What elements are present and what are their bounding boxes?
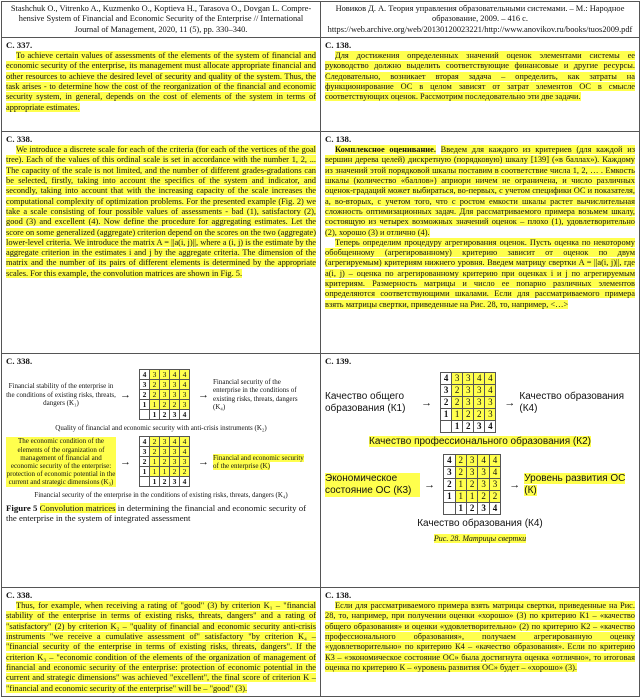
- paragraph: Теперь определим процедуру агрегирования оценок. Пусть оценка по некоторому обобщенному (агрегированному) критерию зависит от оценок по двум (агрегируемым) критериям нижнего уровня. Введем матрицу свертки A = ||a(i, j)||, где a(i, j) – оценка по агрегированному критерию при оценках i и j по агрегируемым критериям. Размерность матрицы и число ее попарно различных элементов определяются соответствующими шкалами. Если для рассматриваемого примера взять матрицы свертки, приведенные на Рис. 28, то, например, <…>: [325, 237, 635, 309]
- matrix-cell: [444, 503, 455, 515]
- arrow-right-icon: →: [421, 396, 433, 409]
- arrow-right-icon: →: [198, 388, 209, 401]
- source-left: Stashchuk O., Vitrenko A., Kuzmenko O., Koptieva H., Tarasova O., Dovgan L. Compre-hensive System of Financial and Economic Security of the Enterprise // International Journal of Management, 2020, 11 (5), pp. 330–340.: [2, 2, 321, 38]
- matrix-cell: 4: [478, 455, 489, 467]
- table-row: [2, 353, 640, 587]
- matrix-cell: 3: [478, 479, 489, 491]
- matrix-cell: 3: [478, 467, 489, 479]
- matrix-cell: 2: [452, 385, 463, 397]
- page-ref: С. 338.: [6, 589, 33, 600]
- matrix-cell: 2: [140, 390, 150, 400]
- matrix-cell: 2: [463, 421, 474, 433]
- matrix-row: [444, 503, 501, 515]
- matrix-cell: 3: [150, 370, 160, 380]
- paragraph: Комплексное оценивание. Введем для каждого из критериев (для каждой из вершин дерева целей) дискретную (порядковую) шкалу [139] («в баллах»). Каждому из значений этой порядковой шкалы поставим в соответствие числа 1, 2, … . Емкость шкалы (количество «баллов») априори ничем не ограничена, и число различных оценок-градаций может выбираться, во-первых, с учетом специфики ОС и показателя, а, во-вторых, с учетом того, что с ростом емкости шкалы растет вычислительная сложность оптимизационных задач. Для рассматриваемого примера возьмем шкалу, состоящую из четырех возможных значений оценок – плохо (1), удовлетворительно (2), хорошо (3) и отлично (4).: [325, 145, 636, 237]
- matrix-cell: 1: [444, 491, 455, 503]
- figure-caption: Рис. 28. Матрицы свертки: [433, 534, 527, 544]
- matrix-cell: 4: [474, 373, 485, 385]
- page-ref: С. 138.: [325, 133, 352, 144]
- matrix-cell: 3: [180, 457, 190, 467]
- output-label: Financial security of the enterprise in the conditions of existing risks, threats, dangers (K₄): [213, 378, 298, 411]
- right-cell: [321, 587, 640, 696]
- matrix-cell: 3: [170, 477, 180, 487]
- matrix-cell: 4: [180, 437, 190, 447]
- matrix-cell: 2: [150, 447, 160, 457]
- bottom-label: Quality of financial and economic security with anti-crisis instruments (K₂): [55, 424, 267, 433]
- matrix-cell: 2: [180, 467, 190, 477]
- matrix-cell: 3: [485, 409, 496, 421]
- figure-caption: Figure 5 Convolution matrices in determining the financial and economic security of the enterprise in the system of integrated assessment: [6, 502, 307, 523]
- page-ref: С. 338.: [6, 355, 33, 366]
- paragraph: Для достижения определенных значений оценок элементами системы ее руководство должно выделить соответствующие финансовые и другие ресурсы. Следовательно, возникает вторая задача – определить, как затраты на функционирование ОС в целом зависят от затрат элементов ОС в смысле соответствующих оценок. Рассмотрим последовательно эти две задачи.: [325, 51, 635, 102]
- matrix-cell: 4: [485, 385, 496, 397]
- matrix-cell: 2: [150, 390, 160, 400]
- matrix-cell: 3: [474, 397, 485, 409]
- matrix-cell: 2: [444, 479, 455, 491]
- input-label: The economic condition of the elements of the organization of management of financial and economic security of the enterprise: protection of economic potential in the current and strategic dimensions (K₃): [6, 437, 116, 487]
- matrix-cell: 3: [170, 380, 180, 390]
- page-ref: С. 138.: [325, 39, 352, 50]
- matrix-row: [140, 447, 190, 457]
- matrix-row: [140, 477, 190, 487]
- arrow-right-icon: →: [509, 478, 521, 491]
- matrix-row: [441, 373, 496, 385]
- matrix-cell: 1: [140, 400, 150, 410]
- figure-block: [325, 372, 635, 433]
- matrix-cell: 3: [160, 390, 170, 400]
- input-label: Экономическое состояние ОС (К3): [325, 473, 420, 497]
- paragraph: Thus, for example, when receiving a rating of "good" (3) by criterion K₁ – "financial stability of the enterprise in terms of existing risks, threats, dangers" and a rating of "satisfactory" (2) by criterion K₂ – "quality of financial and economic security anti-crisis instruments "we receive a cumulative assessment of" satisfactory "by criterion K₄ – "financial security of the enterprise in terms of existing risks, threats, dangers". If the criterion K₃ – "economic condition of the elements of the organization of management of financial and economic security of the enterprise: protection of economic potential in the current and strategic dimensions" was achieved "excellent", the final score of criterion K – "financial and economic security of the enterprise" will be – "good" (3).: [6, 601, 316, 693]
- matrix-cell: [140, 477, 150, 487]
- left-cell: [2, 131, 321, 353]
- matrix-row: [441, 409, 496, 421]
- figure-block: [6, 369, 316, 420]
- matrix-cell: 3: [452, 373, 463, 385]
- matrix-cell: 2: [160, 477, 170, 487]
- matrix-cell: 3: [160, 370, 170, 380]
- left-cell: [2, 37, 321, 131]
- paragraph: Если для рассматриваемого примера взять матрицы свертки, приведенные на Рис. 28, то, например, при получении оценки «хорошо» (3) по критерию К1 – «качество общего образования» и оценки «удовлетворительно» (2) по критерию К2 – «качество профессионального образования», получаем агрегированную оценку «удовлетворительно» по критерию К4 – «качество образования». Если по критерию К3 – «экономическое состояние ОС» была достигнута оценка «отлично», то итоговая оценка по критерию К – «уровень развития ОС» будет – «хорошо» (3).: [325, 601, 635, 672]
- matrix-cell: 2: [170, 467, 180, 477]
- matrix-row: [140, 380, 190, 390]
- matrix-cell: 3: [180, 400, 190, 410]
- matrix-cell: 4: [444, 455, 455, 467]
- table-row: [2, 37, 640, 131]
- matrix-cell: 1: [466, 491, 477, 503]
- matrix-cell: 2: [160, 400, 170, 410]
- matrix-row: [441, 385, 496, 397]
- matrix-cell: 1: [160, 467, 170, 477]
- matrix-cell: 2: [160, 410, 170, 420]
- matrix-cell: 4: [489, 503, 500, 515]
- matrix-cell: 2: [466, 479, 477, 491]
- input-label: Financial stability of the enterprise in the conditions of existing risks, threats, dangers (K₁): [6, 382, 116, 407]
- matrix-cell: 1: [455, 479, 466, 491]
- matrix-cell: 2: [455, 455, 466, 467]
- right-cell: [321, 37, 640, 131]
- matrix-cell: 3: [160, 380, 170, 390]
- matrix-row: [140, 457, 190, 467]
- matrix-cell: 4: [485, 373, 496, 385]
- matrix-cell: 3: [463, 373, 474, 385]
- comparison-table: [1, 1, 640, 697]
- matrix-cell: 2: [170, 400, 180, 410]
- matrix-cell: 4: [180, 410, 190, 420]
- matrix-cell: 3: [160, 447, 170, 457]
- matrix-cell: 2: [489, 491, 500, 503]
- matrix-cell: 4: [180, 477, 190, 487]
- matrix-cell: 3: [444, 467, 455, 479]
- matrix-row: [441, 397, 496, 409]
- matrix-cell: 2: [160, 457, 170, 467]
- matrix-cell: 2: [452, 397, 463, 409]
- right-cell: [321, 131, 640, 353]
- page-ref: С. 139.: [325, 355, 352, 366]
- matrix-row: [441, 421, 496, 433]
- matrix-cell: 4: [180, 370, 190, 380]
- matrix-cell: [441, 421, 452, 433]
- matrix-row: [140, 390, 190, 400]
- matrix-cell: 2: [466, 503, 477, 515]
- matrix-cell: 4: [485, 421, 496, 433]
- matrix-cell: 2: [150, 437, 160, 447]
- matrix-cell: 2: [455, 467, 466, 479]
- matrix-cell: 3: [474, 421, 485, 433]
- left-cell: [2, 353, 321, 587]
- figure-block: [6, 436, 316, 487]
- output-label: Качество образования (К4): [519, 390, 625, 414]
- page-ref: С. 138.: [325, 589, 352, 600]
- matrix-cell: 3: [170, 410, 180, 420]
- matrix-cell: 1: [455, 503, 466, 515]
- matrix-cell: 1: [452, 409, 463, 421]
- matrix-row: [140, 410, 190, 420]
- matrix-row: [140, 400, 190, 410]
- bottom-label: Качество профессионального образования (К2): [369, 436, 591, 448]
- bottom-label: Financial security of the enterprise in the conditions of existing risks, threats, dangers (K₄): [34, 491, 288, 500]
- paragraph: We introduce a discrete scale for each of the criteria (for each of the vertices of the goal tree). Each of the values of this ordinal scale is set in accordance with the number 1, 2, ... The capacity of the scale is not limited, and the number of different grades-gradations can be selected, firstly, taking into account the specifics of the system and indicator, and secondly, taking into account that with the increasing capacity of the scale increases the computational complexity of optimization problems. For the presented example (Fig. 2) we take a scale consisting of four possible values of assessments - bad (1), satisfactory (2), good (3) and excellent (4). Now define the procedure for aggregating estimates. Let the score on some generalized (aggregate) criterion depend on the scores on the two (aggregate) lower-level criteria. We introduce the matrix A = ||a(i, j)||, where a (i, j) is the estimate by the aggregate criterion in the estimates i and j by the aggregate criteria. The dimension of the matrix and the number of its pairs of different elements is determined by the appropriate scales. For this example, the convolution matrices are shown in Fig. 5.: [6, 145, 316, 278]
- matrix-cell: 3: [466, 467, 477, 479]
- matrix-cell: 3: [463, 385, 474, 397]
- matrix-cell: 3: [160, 437, 170, 447]
- matrix-cell: 4: [140, 370, 150, 380]
- matrix-cell: 3: [140, 380, 150, 390]
- bottom-label: Качество образования (К4): [417, 518, 543, 530]
- matrix-row: [140, 370, 190, 380]
- matrix-cell: 4: [489, 467, 500, 479]
- matrix-cell: 4: [140, 437, 150, 447]
- arrow-right-icon: →: [120, 455, 131, 468]
- matrix-row: [444, 491, 501, 503]
- matrix-cell: 1: [150, 400, 160, 410]
- matrix-cell: 3: [489, 479, 500, 491]
- matrix-cell: 2: [441, 397, 452, 409]
- convolution-matrix: [139, 436, 190, 487]
- convolution-matrix: [139, 369, 190, 420]
- matrix-cell: 3: [170, 457, 180, 467]
- output-label: Уровень развития ОС (К): [524, 472, 626, 496]
- output-label: Financial and economic security of the enterprise (K): [213, 453, 304, 470]
- page-ref: С. 337.: [6, 39, 33, 50]
- matrix-cell: 1: [150, 457, 160, 467]
- matrix-cell: 1: [150, 467, 160, 477]
- figure-block: [325, 454, 635, 515]
- matrix-cell: 4: [180, 380, 190, 390]
- header-row: [2, 2, 640, 38]
- matrix-cell: 1: [455, 491, 466, 503]
- matrix-cell: 1: [441, 409, 452, 421]
- matrix-cell: 3: [474, 385, 485, 397]
- matrix-cell: 3: [463, 397, 474, 409]
- arrow-right-icon: →: [424, 478, 436, 491]
- matrix-cell: 4: [180, 447, 190, 457]
- matrix-cell: 2: [463, 409, 474, 421]
- matrix-cell: 1: [150, 410, 160, 420]
- source-right: Новиков Д. А. Теория управления образовательными системами. – М.: Народное образование, 2009. – 416 с. https://web.archive.org/web/20130120023221/http://www.anovikov.ru/books/tuos2009.pdf: [321, 2, 640, 38]
- arrow-right-icon: →: [504, 396, 516, 409]
- matrix-cell: 2: [478, 491, 489, 503]
- matrix-row: [444, 467, 501, 479]
- matrix-cell: 3: [441, 385, 452, 397]
- arrow-right-icon: →: [198, 455, 209, 468]
- matrix-cell: [140, 410, 150, 420]
- matrix-row: [140, 467, 190, 477]
- matrix-cell: 3: [170, 447, 180, 457]
- paragraph: To achieve certain values of assessments of the elements of the system of financial and economic security of the enterprise, its management must allocate appropriate financial and other resources to achieve the desired level of security and quality of the system. Thus, the task arises - to determine how the cost of the reorganization of the financial and economic security system, in general, depends on the cost of elements of the system in terms of appropriate estimates.: [6, 51, 316, 112]
- matrix-cell: 3: [180, 390, 190, 400]
- table-row: [2, 131, 640, 353]
- matrix-cell: 1: [150, 477, 160, 487]
- table-row: [2, 587, 640, 696]
- matrix-cell: 3: [485, 397, 496, 409]
- matrix-cell: 3: [170, 390, 180, 400]
- arrow-right-icon: →: [120, 388, 131, 401]
- matrix-row: [444, 455, 501, 467]
- input-label: Качество общего образования (К1): [325, 390, 406, 414]
- matrix-row: [444, 479, 501, 491]
- matrix-cell: 1: [140, 467, 150, 477]
- convolution-matrix: [440, 372, 496, 433]
- convolution-matrix: [443, 454, 501, 515]
- matrix-cell: 4: [170, 370, 180, 380]
- left-cell: [2, 587, 321, 696]
- matrix-cell: 2: [150, 380, 160, 390]
- right-cell: [321, 353, 640, 587]
- matrix-row: [140, 437, 190, 447]
- matrix-cell: 1: [452, 421, 463, 433]
- matrix-cell: 3: [140, 447, 150, 457]
- matrix-cell: 3: [478, 503, 489, 515]
- matrix-cell: 4: [170, 437, 180, 447]
- matrix-cell: 3: [466, 455, 477, 467]
- matrix-cell: 2: [474, 409, 485, 421]
- matrix-cell: 4: [489, 455, 500, 467]
- page-ref: С. 338.: [6, 133, 33, 144]
- matrix-cell: 4: [441, 373, 452, 385]
- matrix-cell: 2: [140, 457, 150, 467]
